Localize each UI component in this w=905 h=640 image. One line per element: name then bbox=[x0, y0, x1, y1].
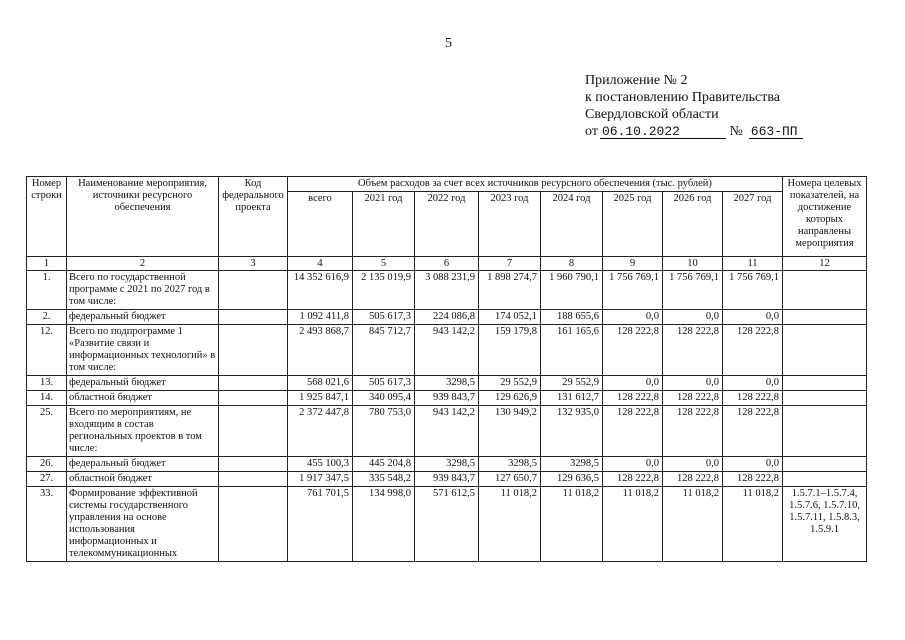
row-value-cell: 159 179,8 bbox=[479, 325, 541, 376]
column-number: 7 bbox=[479, 257, 541, 271]
header-year: 2023 год bbox=[479, 192, 541, 257]
row-name-cell: федеральный бюджет bbox=[67, 457, 219, 472]
row-number-cell: 14. bbox=[27, 391, 67, 406]
row-targets-cell bbox=[783, 310, 867, 325]
header-year: 2026 год bbox=[663, 192, 723, 257]
row-value-cell: 845 712,7 bbox=[353, 325, 415, 376]
row-value-cell: 939 843,7 bbox=[415, 472, 479, 487]
row-targets-cell bbox=[783, 376, 867, 391]
header-year: 2021 год bbox=[353, 192, 415, 257]
row-value-cell: 11 018,2 bbox=[723, 487, 783, 562]
number-prefix: № bbox=[729, 124, 743, 139]
row-value-cell: 0,0 bbox=[663, 457, 723, 472]
row-number-cell: 27. bbox=[27, 472, 67, 487]
row-value-cell: 128 222,8 bbox=[663, 472, 723, 487]
row-value-cell: 128 222,8 bbox=[603, 406, 663, 457]
table-row bbox=[27, 325, 867, 376]
header-row-number: Номер строки bbox=[27, 177, 67, 257]
table-body bbox=[27, 257, 867, 562]
resolution-number: 663-ПП bbox=[749, 125, 803, 139]
row-value-cell: 568 021,6 bbox=[288, 376, 353, 391]
column-number: 6 bbox=[415, 257, 479, 271]
row-value-cell: 3298,5 bbox=[479, 457, 541, 472]
row-value-cell: 128 222,8 bbox=[663, 325, 723, 376]
header-year: 2024 год bbox=[541, 192, 603, 257]
column-number: 12 bbox=[783, 257, 867, 271]
column-number: 2 bbox=[67, 257, 219, 271]
row-value-cell: 3298,5 bbox=[415, 376, 479, 391]
header-year: 2022 год bbox=[415, 192, 479, 257]
row-targets-cell bbox=[783, 325, 867, 376]
row-value-cell: 128 222,8 bbox=[723, 391, 783, 406]
row-value-cell: 0,0 bbox=[723, 457, 783, 472]
table-row bbox=[27, 376, 867, 391]
row-name-cell: Всего по государственной программе с 2021 по 2027 год в том числе: bbox=[67, 271, 219, 310]
row-number-cell: 33. bbox=[27, 487, 67, 562]
row-value-cell: 335 548,2 bbox=[353, 472, 415, 487]
row-value-cell: 127 650,7 bbox=[479, 472, 541, 487]
row-targets-cell bbox=[783, 472, 867, 487]
row-number-cell: 25. bbox=[27, 406, 67, 457]
header-row-1 bbox=[27, 177, 867, 192]
row-value-cell: 939 843,7 bbox=[415, 391, 479, 406]
row-value-cell: 11 018,2 bbox=[541, 487, 603, 562]
row-name-cell: областной бюджет bbox=[67, 472, 219, 487]
row-name-cell: Всего по мероприятиям, не входящим в состав региональных проектов в том числе: bbox=[67, 406, 219, 457]
row-value-cell: 128 222,8 bbox=[663, 391, 723, 406]
row-name-cell: областной бюджет bbox=[67, 391, 219, 406]
row-name-cell: федеральный бюджет bbox=[67, 310, 219, 325]
row-number-cell: 26. bbox=[27, 457, 67, 472]
row-targets-cell: 1.5.7.1–1.5.7.4, 1.5.7.6, 1.5.7.10, 1.5.7.11, 1.5.8.3, 1.5.9.1 bbox=[783, 487, 867, 562]
appendix-line-2: к постановлению Правительства bbox=[585, 90, 781, 105]
row-value-cell: 128 222,8 bbox=[723, 325, 783, 376]
table-row bbox=[27, 472, 867, 487]
column-number: 5 bbox=[353, 257, 415, 271]
row-value-cell: 571 612,5 bbox=[415, 487, 479, 562]
row-value-cell: 29 552,9 bbox=[541, 376, 603, 391]
resolution-date: 06.10.2022 bbox=[600, 125, 726, 139]
appendix-header bbox=[585, 72, 803, 140]
row-code-cell bbox=[219, 406, 288, 457]
row-code-cell bbox=[219, 472, 288, 487]
row-value-cell: 0,0 bbox=[663, 376, 723, 391]
table-row bbox=[27, 310, 867, 325]
row-value-cell: 130 949,2 bbox=[479, 406, 541, 457]
row-value-cell: 128 222,8 bbox=[723, 406, 783, 457]
row-value-cell: 188 655,6 bbox=[541, 310, 603, 325]
row-value-cell: 1 756 769,1 bbox=[723, 271, 783, 310]
row-value-cell: 1 898 274,7 bbox=[479, 271, 541, 310]
row-value-cell: 3298,5 bbox=[541, 457, 603, 472]
row-name-cell: Формирование эффективной системы государственного управления на основе использования информационных и телекоммуникационных bbox=[67, 487, 219, 562]
row-value-cell: 0,0 bbox=[723, 376, 783, 391]
row-value-cell: 11 018,2 bbox=[663, 487, 723, 562]
row-value-cell: 0,0 bbox=[603, 310, 663, 325]
table-row bbox=[27, 271, 867, 310]
row-value-cell: 132 935,0 bbox=[541, 406, 603, 457]
column-number: 10 bbox=[663, 257, 723, 271]
row-value-cell: 128 222,8 bbox=[603, 391, 663, 406]
row-targets-cell bbox=[783, 391, 867, 406]
row-value-cell: 11 018,2 bbox=[479, 487, 541, 562]
column-number: 1 bbox=[27, 257, 67, 271]
row-value-cell: 0,0 bbox=[603, 376, 663, 391]
budget-table bbox=[26, 176, 867, 562]
column-number-row bbox=[27, 257, 867, 271]
row-value-cell: 161 165,6 bbox=[541, 325, 603, 376]
appendix-date-line bbox=[585, 123, 803, 140]
row-value-cell: 1 925 847,1 bbox=[288, 391, 353, 406]
row-value-cell: 128 222,8 bbox=[603, 472, 663, 487]
row-code-cell bbox=[219, 310, 288, 325]
row-value-cell: 134 998,0 bbox=[353, 487, 415, 562]
row-value-cell: 340 095,4 bbox=[353, 391, 415, 406]
header-expenses: Объем расходов за счет всех источников ресурсного обеспечения (тыс. рублей) bbox=[288, 177, 783, 192]
row-name-cell: федеральный бюджет bbox=[67, 376, 219, 391]
row-value-cell: 780 753,0 bbox=[353, 406, 415, 457]
row-value-cell: 505 617,3 bbox=[353, 376, 415, 391]
row-value-cell: 128 222,8 bbox=[723, 472, 783, 487]
date-prefix: от bbox=[585, 124, 598, 139]
row-value-cell: 1 917 347,5 bbox=[288, 472, 353, 487]
header-year: 2027 год bbox=[723, 192, 783, 257]
row-value-cell: 129 636,5 bbox=[541, 472, 603, 487]
row-code-cell bbox=[219, 376, 288, 391]
table-row bbox=[27, 406, 867, 457]
table-row bbox=[27, 487, 867, 562]
row-code-cell bbox=[219, 271, 288, 310]
column-number: 11 bbox=[723, 257, 783, 271]
row-value-cell: 3298,5 bbox=[415, 457, 479, 472]
row-value-cell: 174 052,1 bbox=[479, 310, 541, 325]
row-targets-cell bbox=[783, 271, 867, 310]
row-value-cell: 224 086,8 bbox=[415, 310, 479, 325]
row-value-cell: 943 142,2 bbox=[415, 325, 479, 376]
row-value-cell: 1 092 411,8 bbox=[288, 310, 353, 325]
row-number-cell: 1. bbox=[27, 271, 67, 310]
row-value-cell: 761 701,5 bbox=[288, 487, 353, 562]
column-number: 9 bbox=[603, 257, 663, 271]
row-value-cell: 29 552,9 bbox=[479, 376, 541, 391]
row-code-cell bbox=[219, 325, 288, 376]
row-value-cell: 128 222,8 bbox=[663, 406, 723, 457]
appendix-line-3: Свердловской области bbox=[585, 107, 719, 122]
row-targets-cell bbox=[783, 406, 867, 457]
page-number: 5 bbox=[445, 36, 452, 51]
row-number-cell: 2. bbox=[27, 310, 67, 325]
row-value-cell: 131 612,7 bbox=[541, 391, 603, 406]
row-value-cell: 1 960 790,1 bbox=[541, 271, 603, 310]
row-value-cell: 505 617,3 bbox=[353, 310, 415, 325]
row-code-cell bbox=[219, 487, 288, 562]
row-targets-cell bbox=[783, 457, 867, 472]
row-value-cell: 1 756 769,1 bbox=[663, 271, 723, 310]
row-value-cell: 3 088 231,9 bbox=[415, 271, 479, 310]
header-code: Код федерального проекта bbox=[219, 177, 288, 257]
table-row bbox=[27, 457, 867, 472]
row-name-cell: Всего по подпрограмме 1 «Развитие связи и информационных технологий» в том числе: bbox=[67, 325, 219, 376]
column-number: 3 bbox=[219, 257, 288, 271]
row-value-cell: 943 142,2 bbox=[415, 406, 479, 457]
row-value-cell: 0,0 bbox=[603, 457, 663, 472]
header-year: всего bbox=[288, 192, 353, 257]
row-value-cell: 11 018,2 bbox=[603, 487, 663, 562]
column-number: 8 bbox=[541, 257, 603, 271]
row-code-cell bbox=[219, 457, 288, 472]
row-value-cell: 129 626,9 bbox=[479, 391, 541, 406]
row-value-cell: 1 756 769,1 bbox=[603, 271, 663, 310]
row-value-cell: 455 100,3 bbox=[288, 457, 353, 472]
appendix-title: Приложение № 2 bbox=[585, 73, 688, 88]
column-number: 4 bbox=[288, 257, 353, 271]
row-value-cell: 2 372 447,8 bbox=[288, 406, 353, 457]
row-value-cell: 128 222,8 bbox=[603, 325, 663, 376]
row-number-cell: 12. bbox=[27, 325, 67, 376]
row-value-cell: 0,0 bbox=[663, 310, 723, 325]
row-value-cell: 2 493 868,7 bbox=[288, 325, 353, 376]
row-value-cell: 0,0 bbox=[723, 310, 783, 325]
table-row bbox=[27, 391, 867, 406]
header-year: 2025 год bbox=[603, 192, 663, 257]
header-targets: Номера целевых показателей, на достижение которых направлены мероприятия bbox=[783, 177, 867, 257]
row-number-cell: 13. bbox=[27, 376, 67, 391]
row-value-cell: 2 135 019,9 bbox=[353, 271, 415, 310]
header-name: Наименование мероприятия, источники ресурсного обеспечения bbox=[67, 177, 219, 257]
row-code-cell bbox=[219, 391, 288, 406]
row-value-cell: 14 352 616,9 bbox=[288, 271, 353, 310]
row-value-cell: 445 204,8 bbox=[353, 457, 415, 472]
